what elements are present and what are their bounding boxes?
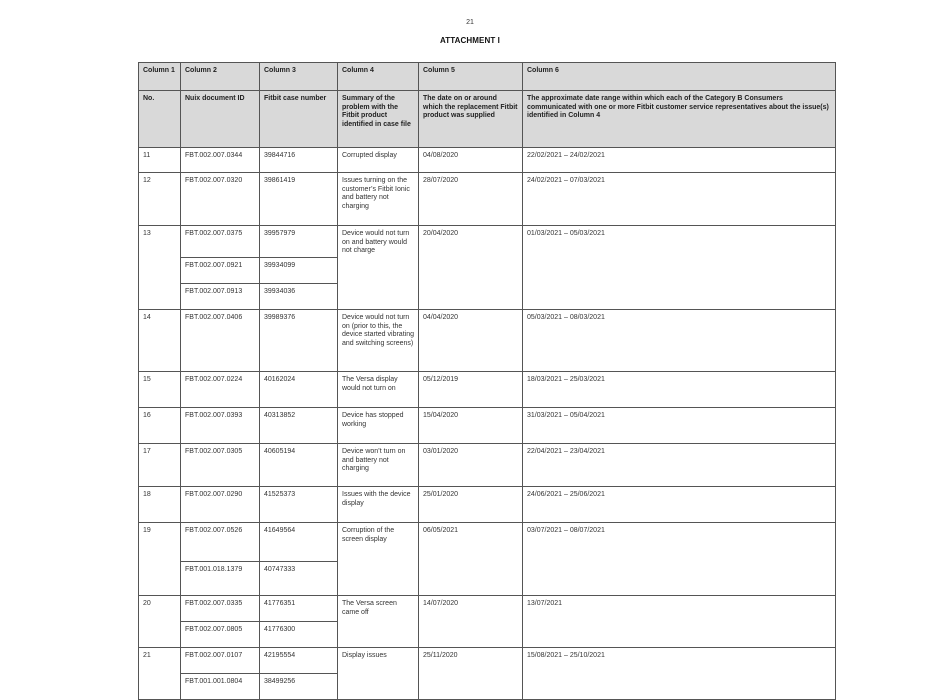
- column-header-row: [139, 91, 836, 148]
- document-id-cell: FBT.002.007.0335: [181, 596, 260, 622]
- replacement-date-cell: 03/01/2020: [419, 444, 523, 487]
- problem-summary-cell: Issues turning on the customer’s Fitbit Ionic and battery not charging: [338, 173, 419, 226]
- case-number-cell: 40313852: [260, 408, 338, 444]
- case-number-cell: 38499256: [260, 674, 338, 700]
- contact-date-range-cell: 31/03/2021 – 05/04/2021: [523, 408, 836, 444]
- problem-summary-cell: Display issues: [338, 648, 419, 700]
- problem-summary-cell: Issues with the device display: [338, 487, 419, 523]
- column-number-cell: Column 6: [523, 63, 836, 91]
- contact-date-range-cell: 22/02/2021 – 24/02/2021: [523, 148, 836, 173]
- document-id-cell: FBT.002.007.0375: [181, 226, 260, 258]
- table-row: [139, 226, 836, 258]
- document-id-cell: FBT.002.007.0107: [181, 648, 260, 674]
- table-row: [139, 310, 836, 372]
- column-header-cell: Summary of the problem with the Fitbit product identified in case file: [338, 91, 419, 148]
- case-number-cell: 41649564: [260, 523, 338, 562]
- case-number-cell: 39957979: [260, 226, 338, 258]
- case-number-cell: 41776300: [260, 622, 338, 648]
- problem-summary-cell: The Versa screen came off: [338, 596, 419, 648]
- contact-date-range-cell: 24/06/2021 – 25/06/2021: [523, 487, 836, 523]
- replacement-date-cell: 25/11/2020: [419, 648, 523, 700]
- column-number-cell: Column 1: [139, 63, 181, 91]
- row-number-cell: 18: [139, 487, 181, 523]
- row-number-cell: 12: [139, 173, 181, 226]
- replacement-date-cell: 05/12/2019: [419, 372, 523, 408]
- case-number-cell: 39861419: [260, 173, 338, 226]
- page-number: 21: [466, 19, 474, 26]
- row-number-cell: 15: [139, 372, 181, 408]
- contact-date-range-cell: 03/07/2021 – 08/07/2021: [523, 523, 836, 596]
- problem-summary-cell: Device has stopped working: [338, 408, 419, 444]
- table-row: [139, 523, 836, 562]
- contact-date-range-cell: 05/03/2021 – 08/03/2021: [523, 310, 836, 372]
- document-id-cell: FBT.002.007.0913: [181, 284, 260, 310]
- row-number-cell: 14: [139, 310, 181, 372]
- document-id-cell: FBT.002.007.0921: [181, 258, 260, 284]
- document-id-cell: FBT.002.007.0320: [181, 173, 260, 226]
- row-number-cell: 19: [139, 523, 181, 596]
- row-number-cell: 11: [139, 148, 181, 173]
- table-row: [139, 444, 836, 487]
- column-header-cell: The approximate date range within which each of the Category B Consumers communicated with one or more Fitbit customer service representatives about the issue(s) identified in Column 4: [523, 91, 836, 148]
- case-number-cell: 40605194: [260, 444, 338, 487]
- problem-summary-cell: Device won’t turn on and battery not charging: [338, 444, 419, 487]
- replacement-date-cell: 06/05/2021: [419, 523, 523, 596]
- table-row: [139, 372, 836, 408]
- row-number-cell: 13: [139, 226, 181, 310]
- replacement-date-cell: 04/08/2020: [419, 148, 523, 173]
- case-number-cell: 40747333: [260, 562, 338, 596]
- case-number-cell: 41776351: [260, 596, 338, 622]
- document-id-cell: FBT.002.007.0406: [181, 310, 260, 372]
- column-number-cell: Column 2: [181, 63, 260, 91]
- table-row: [139, 148, 836, 173]
- replacement-date-cell: 28/07/2020: [419, 173, 523, 226]
- case-number-cell: 39844716: [260, 148, 338, 173]
- column-number-cell: Column 3: [260, 63, 338, 91]
- replacement-date-cell: 14/07/2020: [419, 596, 523, 648]
- column-header-cell: The date on or around which the replacement Fitbit product was supplied: [419, 91, 523, 148]
- contact-date-range-cell: 01/03/2021 – 05/03/2021: [523, 226, 836, 310]
- column-header-cell: No.: [139, 91, 181, 148]
- contact-date-range-cell: 24/02/2021 – 07/03/2021: [523, 173, 836, 226]
- row-number-cell: 16: [139, 408, 181, 444]
- case-number-cell: 39934099: [260, 258, 338, 284]
- table-row: [139, 173, 836, 226]
- column-number-cell: Column 5: [419, 63, 523, 91]
- case-number-cell: 39989376: [260, 310, 338, 372]
- problem-summary-cell: Corrupted display: [338, 148, 419, 173]
- column-number-row: [139, 63, 836, 91]
- contact-date-range-cell: 22/04/2021 – 23/04/2021: [523, 444, 836, 487]
- table-row: [139, 648, 836, 674]
- document-id-cell: FBT.002.007.0805: [181, 622, 260, 648]
- document-id-cell: FBT.002.007.0224: [181, 372, 260, 408]
- attachment-table-body: [139, 63, 836, 700]
- table-row: [139, 408, 836, 444]
- column-header-cell: Fitbit case number: [260, 91, 338, 148]
- document-id-cell: FBT.001.018.1379: [181, 562, 260, 596]
- document-id-cell: FBT.002.007.0305: [181, 444, 260, 487]
- document-id-cell: FBT.002.007.0393: [181, 408, 260, 444]
- problem-summary-cell: Corruption of the screen display: [338, 523, 419, 596]
- row-number-cell: 17: [139, 444, 181, 487]
- replacement-date-cell: 25/01/2020: [419, 487, 523, 523]
- problem-summary-cell: The Versa display would not turn on: [338, 372, 419, 408]
- document-id-cell: FBT.002.007.0290: [181, 487, 260, 523]
- contact-date-range-cell: 18/03/2021 – 25/03/2021: [523, 372, 836, 408]
- problem-summary-cell: Device would not turn on and battery would not charge: [338, 226, 419, 310]
- replacement-date-cell: 20/04/2020: [419, 226, 523, 310]
- document-id-cell: FBT.002.007.0344: [181, 148, 260, 173]
- problem-summary-cell: Device would not turn on (prior to this, the device started vibrating and switching screens): [338, 310, 419, 372]
- row-number-cell: 20: [139, 596, 181, 648]
- case-number-cell: 39934036: [260, 284, 338, 310]
- case-number-cell: 40162024: [260, 372, 338, 408]
- document-id-cell: FBT.001.001.0804: [181, 674, 260, 700]
- contact-date-range-cell: 13/07/2021: [523, 596, 836, 648]
- attachment-table: [138, 62, 836, 700]
- attachment-title: ATTACHMENT I: [439, 36, 500, 45]
- replacement-date-cell: 04/04/2020: [419, 310, 523, 372]
- table-row: [139, 487, 836, 523]
- column-number-cell: Column 4: [338, 63, 419, 91]
- row-number-cell: 21: [139, 648, 181, 700]
- contact-date-range-cell: 15/08/2021 – 25/10/2021: [523, 648, 836, 700]
- document-id-cell: FBT.002.007.0526: [181, 523, 260, 562]
- column-header-cell: Nuix document ID: [181, 91, 260, 148]
- table-row: [139, 596, 836, 622]
- replacement-date-cell: 15/04/2020: [419, 408, 523, 444]
- case-number-cell: 41525373: [260, 487, 338, 523]
- case-number-cell: 42195554: [260, 648, 338, 674]
